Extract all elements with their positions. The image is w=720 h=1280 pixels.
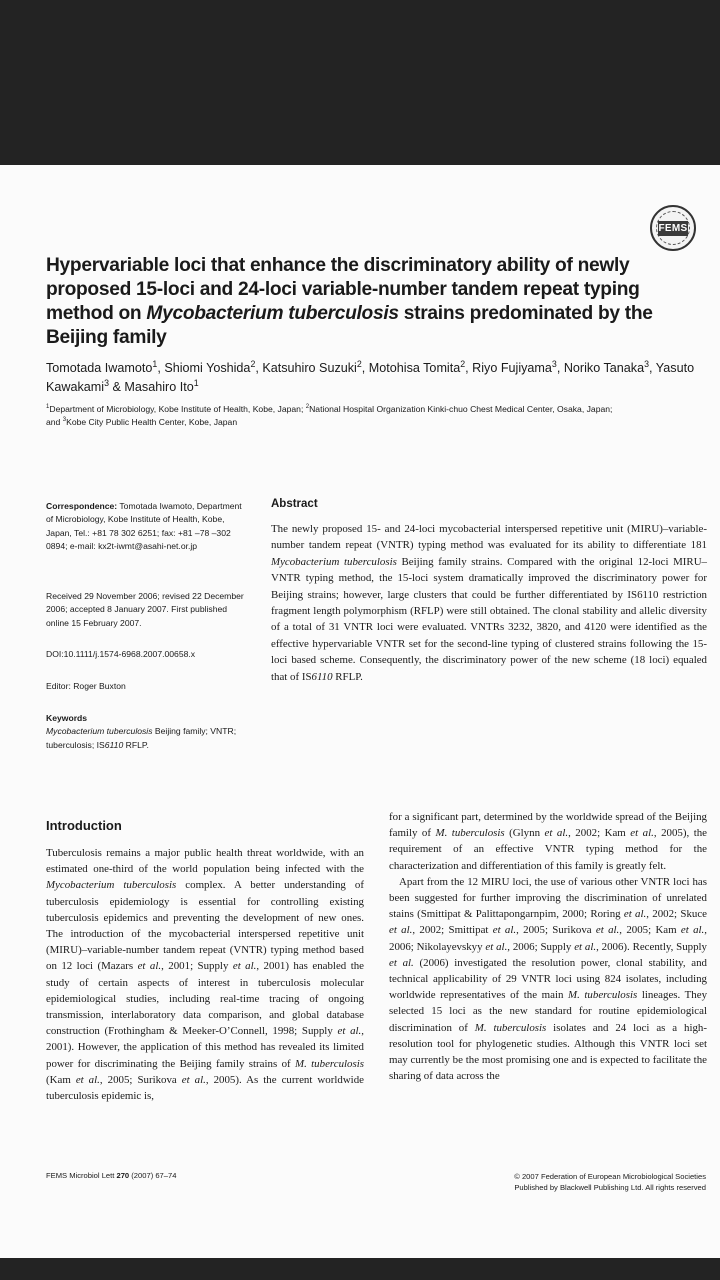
author: Masahiro Ito$^1$ (124, 377, 199, 394)
introduction-heading: Introduction (46, 818, 122, 833)
author: Noriko Tanaka$^3$, (563, 358, 656, 375)
abstract-heading: Abstract (271, 498, 318, 510)
copyright-notice: © 2007 Federation of European Microbiological Societies Published by Blackwell Publishing Ltd. All rights reserved (514, 1172, 706, 1192)
author: Motohisa Tomita$^2$, (368, 358, 473, 375)
keywords: Keywords Mycobacterium tuberculosis Beijing family; VNTR; tuberculosis; IS6110 RFLP. (46, 713, 237, 750)
journal-citation: FEMS Microbiol Lett 270 (2007) 67–74 (46, 1171, 177, 1180)
viewer-top-bar (0, 0, 720, 165)
author: Katsuhiro Suzuki$^2$, (262, 358, 369, 375)
abstract-text: The newly proposed 15- and 24-loci mycobacterial interspersed repetitive unit (MIRU)–variable-number tandem repeat (VNTR) typing method was evaluated for its ability to differentiate 181 Mycobacterium tuberculosis Beijing family strains. Compared with the original 12-loci MIRU–VNTR typing method, the 15-loci system dramatically improved the discriminatory power for Beijing strains; however, large clusters that could be further differentiated by IS6110 restriction fragment length polymorphism (RFLP) were still obtained. The clonal stability and allelic diversity of a total of 31 VNTR loci were evaluated. VNTRs 3232, 3820, and 4120 were identified as the effective hypervariable VNTR set for the second-line typing of clustered strains following the 15-loci based scheme. Consequently, the discriminatory power of the new scheme (18 loci) equaled that of IS6110 RFLP. (271, 523, 708, 683)
author: Riyo Fujiyama$^3$, (472, 358, 564, 375)
author: Tomotada Iwamoto$^1$, (46, 358, 165, 375)
intro-column-right: for a significant part, determined by the worldwide spread of the Beijing family of M. tuberculosis (Glynn et al., 2002; Kam et al., 2005), the requirement of an effective VNTR typing method for the characterization and differentiation of this family is greatly felt. Apart from the 12 MIRU loci, the use of various other VNTR loci has been suggested for further improving the discrimination of unrelated stains (Smittipat & Palittapongarnpim, 2000; Roring et al., 2002; Skuce et al., 2002; Smittipat et al., 2005; Surikova et al., 2005; Kam et al., 2006; Nikolayevskyy et al., 2006; Supply et al., 2006). Recently, Supply et al. (2006) investigated the resolution power, clonal stability, and technical applicability of 29 VNTR loci using 824 isolates, including worldwide representatives of the main M. tuberculosis lineages. They selected 15 loci as the new standard for routine epidemiological discrimination of M. tuberculosis isolates and 24 loci as a high-resolution tool for phylogenetic studies. Although this VNTR loci set may currently be the most promising one and is expected to facilitate the sharing of data across the (389, 809, 707, 1084)
author: Shiomi Yoshida$^2$, (164, 358, 263, 375)
document-page[interactable] (0, 165, 720, 1258)
paper-title: Hypervariable loci that enhance the discriminatory ability of newly proposed 15-loci and 24-loci variable-number tandem repeat typing method on Mycobacterium tuberculosis strains predominated by the Beijing family (46, 255, 653, 348)
editor: Editor: Roger Buxton (46, 681, 126, 691)
intro-paragraph-2: Apart from the 12 MIRU loci, the use of various other VNTR loci has been suggested for further improving the discrimination of unrelated stains (Smittipat & Palittapongarnpim, 2000; Roring et al., 2002; Skuce et al., 2002; Smittipat et al., 2005; Surikova et al., 2005; Kam et al., 2006; Nikolayevskyy et al., 2006; Supply et al., 2006). Recently, Supply et al. (2006) investigated the resolution power, clonal stability, and technical applicability of 29 VNTR loci using 824 isolates, including worldwide representatives of the main M. tuberculosis lineages. They selected 15 loci as the new standard for routine epidemiological discrimination of M. tuberculosis isolates and 24 loci as a high-resolution tool for phylogenetic studies. Although this VNTR loci set may currently be the most promising one and is expected to facilitate the sharing of data across the (389, 875, 708, 1083)
viewer-bottom-bar (0, 1258, 720, 1280)
author-list (46, 359, 706, 397)
received-dates: Received 29 November 2006; revised 22 December 2006; accepted 8 January 2007. First published online 15 February 2007. (46, 591, 244, 628)
author: Yasuto Kawakami$^3$ & (46, 361, 695, 394)
intro-column-left: Tuberculosis remains a major public health threat worldwide, with an estimated one-third of the world population being infected with the Mycobacterium tuberculosis complex. A better understanding of tuberculosis epidemiology is essential for controlling existing tuberculosis epidemics and preventing the development of new ones. The introduction of the mycobacterial interspersed repetitive unit (MIRU)–variable-number tandem repeat (VNTR) typing method based on 12 loci (Mazars et al., 2001; Supply et al., 2001) has enabled the study of certain aspects of interest in tuberculosis molecular epidemiological studies, including real-time tracing of ongoing transmission, interlaboratory data comparison, and global database construction (Frothingham & Meeker-O’Connell, 1998; Supply et al., 2001). However, the application of this method has revealed its limited power for discriminating the Beijing family strains of M. tuberculosis (Kam et al., 2005; Surikova et al., 2005). As the current worldwide tuberculosis epidemic is, (46, 847, 364, 1103)
fems-logo (650, 205, 696, 251)
doi[interactable]: DOI:10.1111/j.1574-6968.2007.00658.x (46, 649, 196, 659)
affiliations: $^1$Department of Microbiology, Kobe Institute of Health, Kobe, Japan; $^2$National Hospital Organization Kinki-chuo Chest Medical Center, Osaka, Japan; and $^3$Kobe City Public Health Center, Kobe, Japan (46, 404, 613, 427)
logo-text: FEMS (658, 223, 688, 234)
correspondence: Correspondence: Tomotada Iwamoto, Department of Microbiology, Kobe Institute of Health, Kobe, Japan, Tel.: +81 78 302 6251; fax: +81 –78 –302 0894; e-mail: kx2t-iwmt@asahi-net.or.jp (46, 501, 242, 551)
